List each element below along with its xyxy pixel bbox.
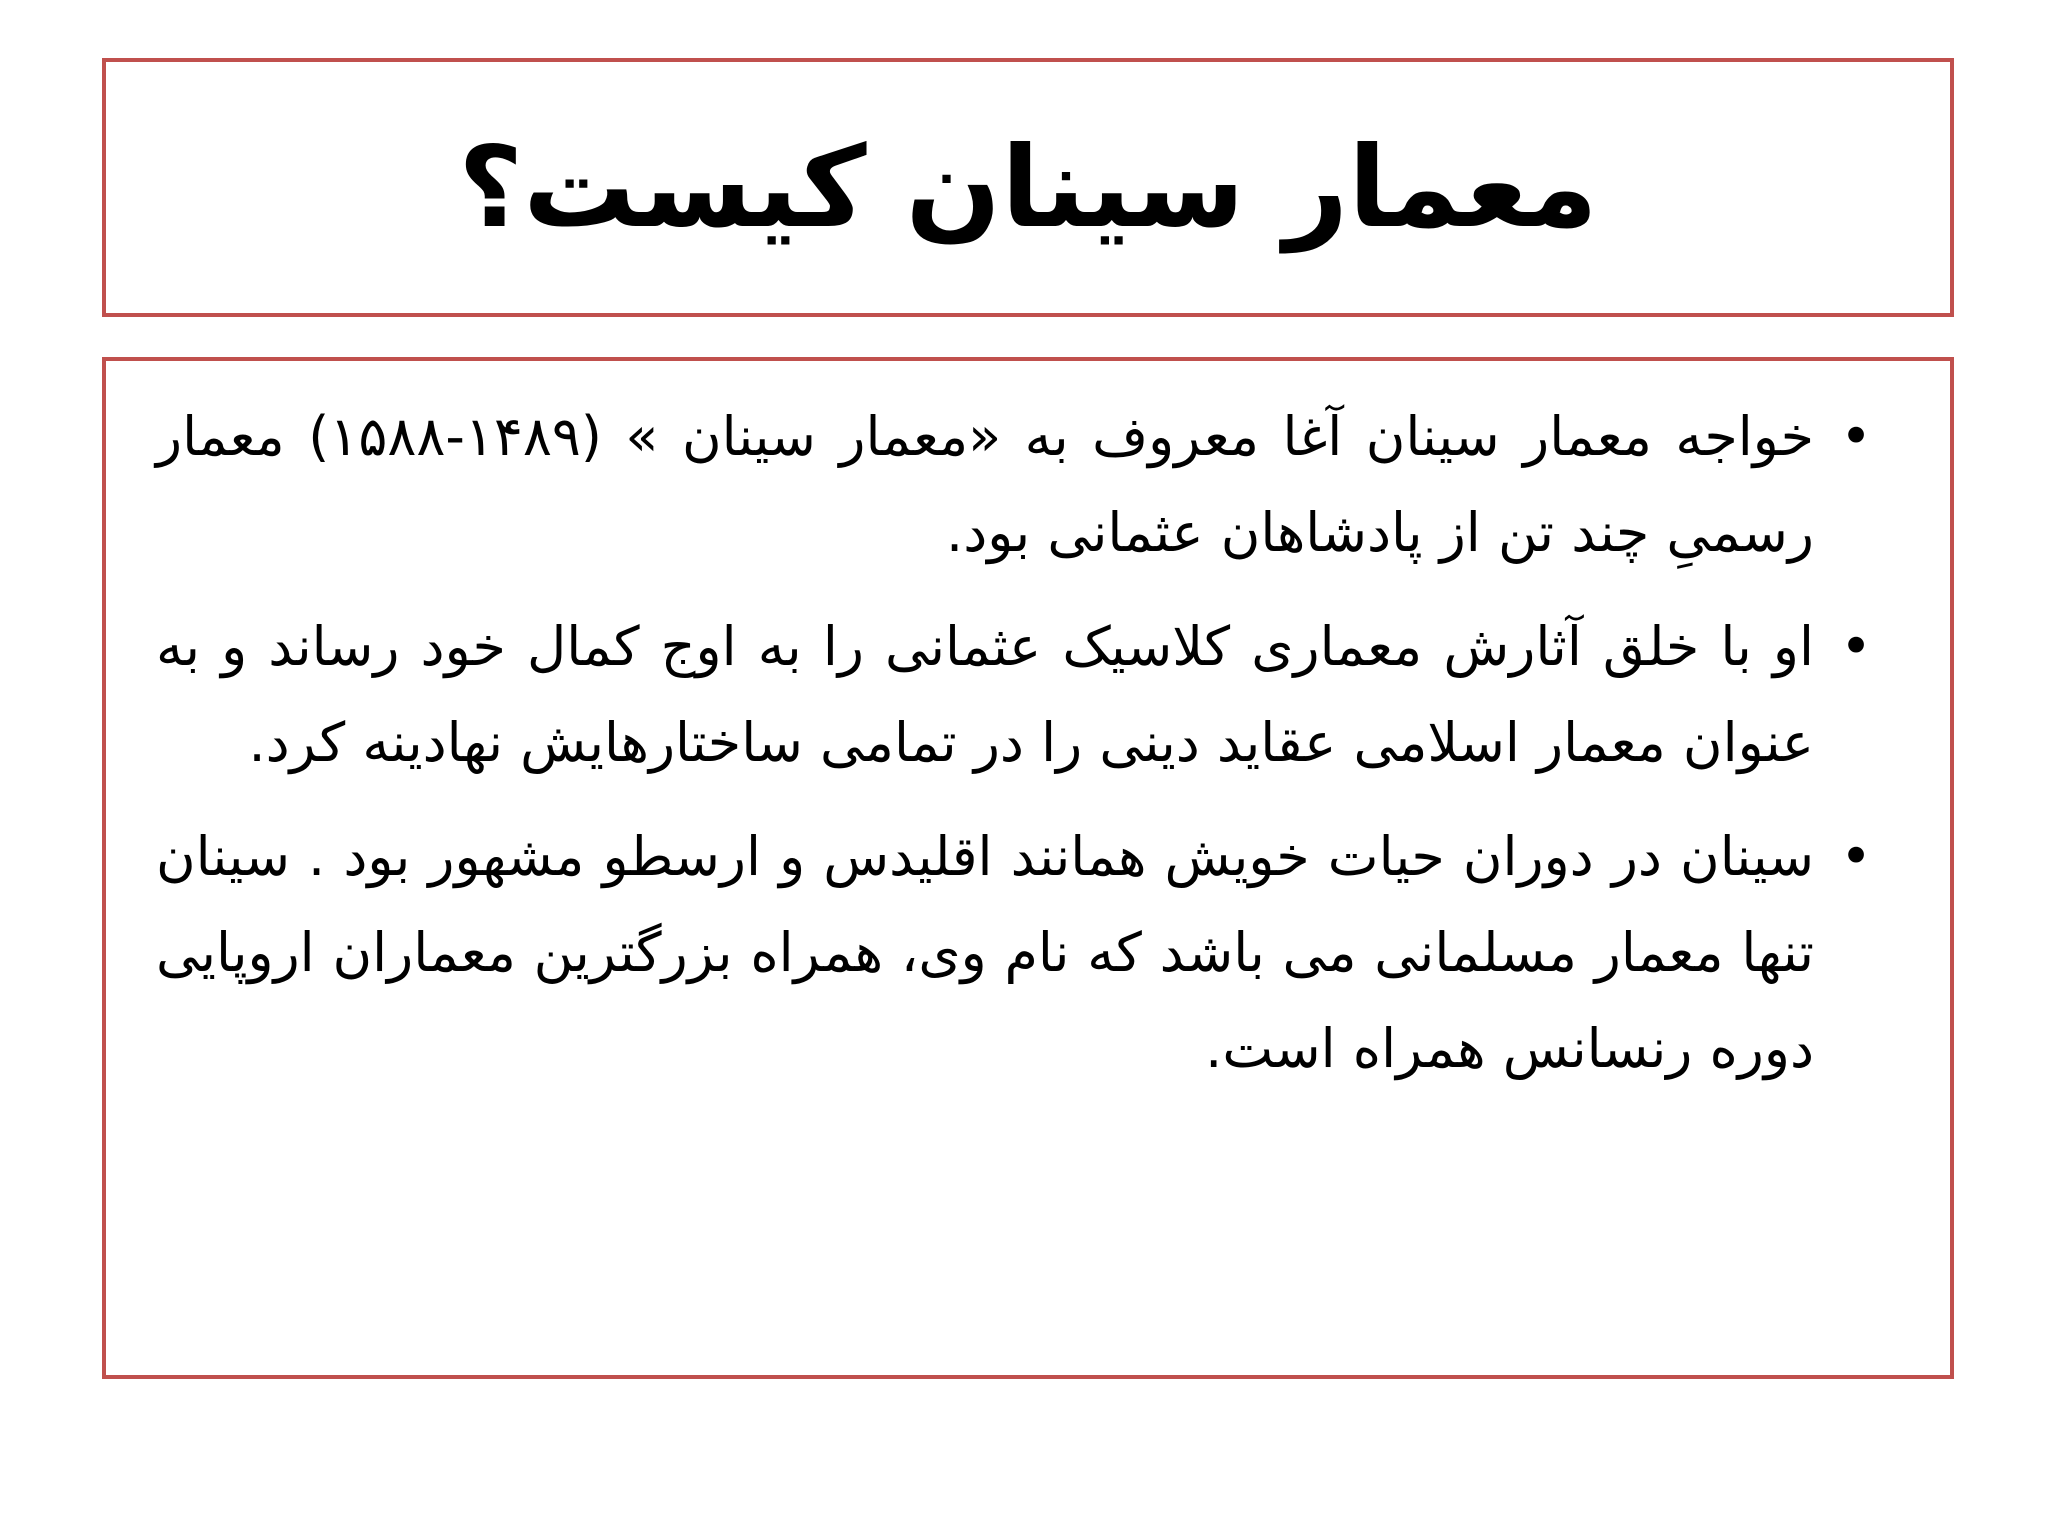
bullet-text: او با خلق آثارش معماری کلاسیک عثمانی را به اوج کمال خود رساند و به عنوان معمار اسلامی عقاید دینی را در تمامی ساختارهایش نهادینه کرد. (156, 615, 1814, 774)
bullet-item (156, 389, 1872, 581)
bullet-item (156, 599, 1872, 791)
slide-title: معمار سینان کیست؟ (458, 122, 1598, 253)
bullet-text: سینان در دوران حیات خویش همانند اقلیدس و ارسطو مشهور بود . سینان تنها معمار مسلمانی می باشد که نام وی، همراه بزرگترین معماران اروپایی دوره رنسانس همراه است. (156, 825, 1814, 1080)
title-box (102, 58, 1954, 317)
bullet-text: خواجه معمار سینان آغا معروف به «معمار سینان » (۱۴۸۹-۱۵۸۸) معمار رسمیِ چند تن از پادشاهان عثمانی بود. (156, 405, 1814, 564)
bullet-icon: • (1840, 615, 1872, 678)
bullet-icon: • (1840, 405, 1872, 468)
bullet-item (156, 809, 1872, 1097)
bullet-list (156, 389, 1872, 1097)
bullet-icon: • (1840, 825, 1872, 888)
content-box (102, 357, 1954, 1379)
